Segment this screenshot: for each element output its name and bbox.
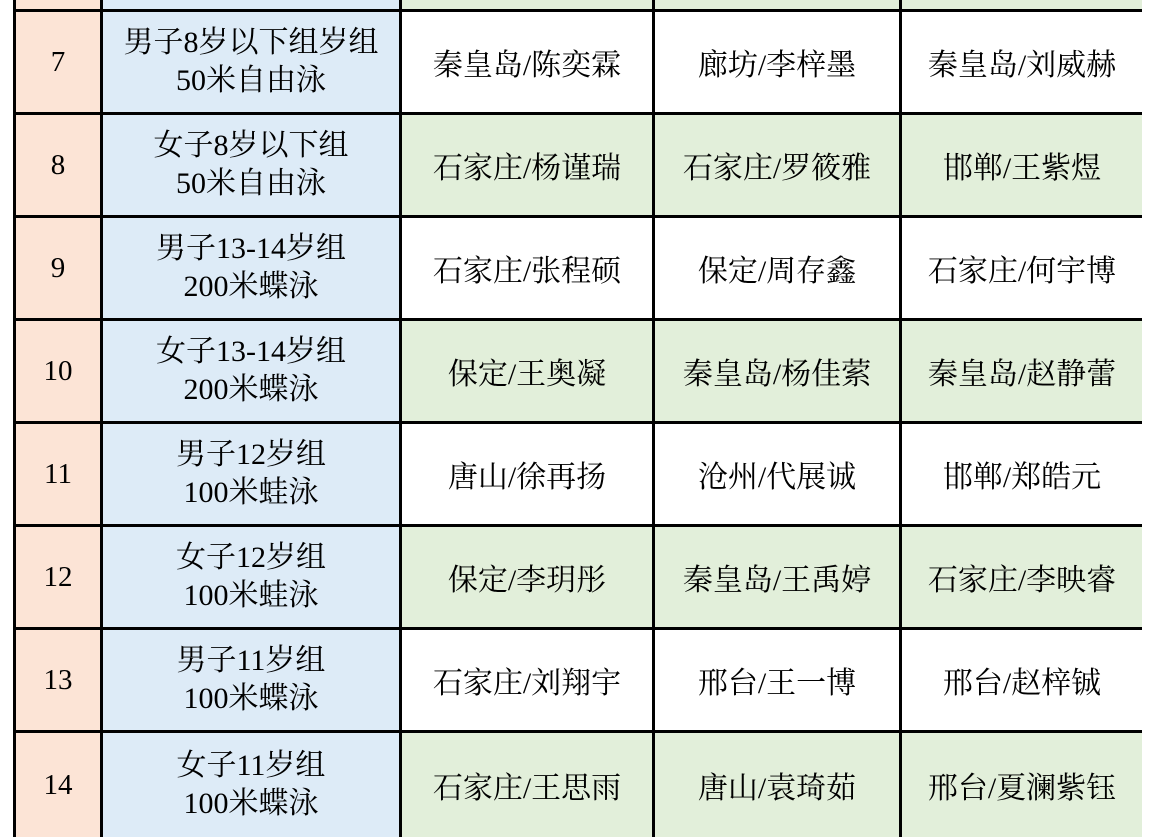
event-cell (103, 424, 399, 524)
row-number-cell: 14 (16, 733, 100, 837)
second-place-cell: 邢台/王一博 (655, 630, 899, 730)
event-line-2: 50米自由泳 (176, 64, 326, 97)
event-line-1: 男子11岁组 (176, 644, 326, 677)
event-line-1: 男子8岁以下组岁组 (123, 26, 379, 59)
second-place-cell: 沧州/代展诚 (655, 424, 899, 524)
event-line-2: 50米自由泳 (176, 167, 326, 200)
event-cell (103, 12, 399, 112)
event-cell (103, 321, 399, 421)
second-place-cell: 秦皇岛/杨佳萦 (655, 321, 899, 421)
event-cell (103, 630, 399, 730)
event-cell (103, 733, 399, 837)
row-number-cell: 10 (16, 321, 100, 421)
third-place-cell: 邢台/夏澜紫钰 (902, 733, 1142, 837)
second-place-cell: 石家庄/罗筱雅 (655, 115, 899, 215)
event-line-2: 100米蝶泳 (183, 682, 319, 715)
first-place-cell: 石家庄/刘翔宇 (402, 630, 652, 730)
row-number-cell: 11 (16, 424, 100, 524)
event-line-1: 男子13-14岁组 (156, 232, 346, 265)
row-number-cell (16, 0, 100, 9)
third-place-cell: 石家庄/李映睿 (902, 527, 1142, 627)
first-place-cell: 石家庄/张程硕 (402, 218, 652, 318)
third-place-cell: 邯郸/郑皓元 (902, 424, 1142, 524)
third-place-cell (902, 0, 1142, 9)
third-place-cell: 邯郸/王紫煜 (902, 115, 1142, 215)
first-place-cell: 唐山/徐再扬 (402, 424, 652, 524)
event-line-2: 100米蛙泳 (183, 579, 319, 612)
event-line-1: 男子12岁组 (176, 438, 326, 471)
event-line-2: 200米蝶泳 (183, 270, 319, 303)
third-place-cell: 邢台/赵梓铖 (902, 630, 1142, 730)
row-number-cell: 8 (16, 115, 100, 215)
third-place-cell: 秦皇岛/赵静蕾 (902, 321, 1142, 421)
row-number-cell: 12 (16, 527, 100, 627)
first-place-cell: 石家庄/王思雨 (402, 733, 652, 837)
row-number-cell: 9 (16, 218, 100, 318)
third-place-cell: 秦皇岛/刘威赫 (902, 12, 1142, 112)
second-place-cell: 保定/周存鑫 (655, 218, 899, 318)
event-cell (103, 218, 399, 318)
first-place-cell: 保定/王奥凝 (402, 321, 652, 421)
first-place-cell (402, 0, 652, 9)
second-place-cell: 唐山/袁琦茹 (655, 733, 899, 837)
row-number-cell: 13 (16, 630, 100, 730)
event-line-1: 女子13-14岁组 (156, 335, 346, 368)
event-line-1: 女子8岁以下组 (153, 129, 349, 162)
event-line-2: 100米蛙泳 (183, 476, 319, 509)
event-cell (103, 115, 399, 215)
event-line-1: 女子11岁组 (176, 749, 326, 782)
row-number-cell: 7 (16, 12, 100, 112)
third-place-cell: 石家庄/何宇博 (902, 218, 1142, 318)
first-place-cell: 石家庄/杨谨瑞 (402, 115, 652, 215)
results-table (13, 0, 1142, 837)
event-cell (103, 527, 399, 627)
second-place-cell: 廊坊/李梓墨 (655, 12, 899, 112)
event-line-2: 200米蝶泳 (183, 373, 319, 406)
event-line-2: 100米蝶泳 (183, 787, 319, 820)
first-place-cell: 保定/李玥彤 (402, 527, 652, 627)
first-place-cell: 秦皇岛/陈奕霖 (402, 12, 652, 112)
second-place-cell (655, 0, 899, 9)
second-place-cell: 秦皇岛/王禹婷 (655, 527, 899, 627)
event-cell (103, 0, 399, 9)
event-line-1: 女子12岁组 (176, 541, 326, 574)
